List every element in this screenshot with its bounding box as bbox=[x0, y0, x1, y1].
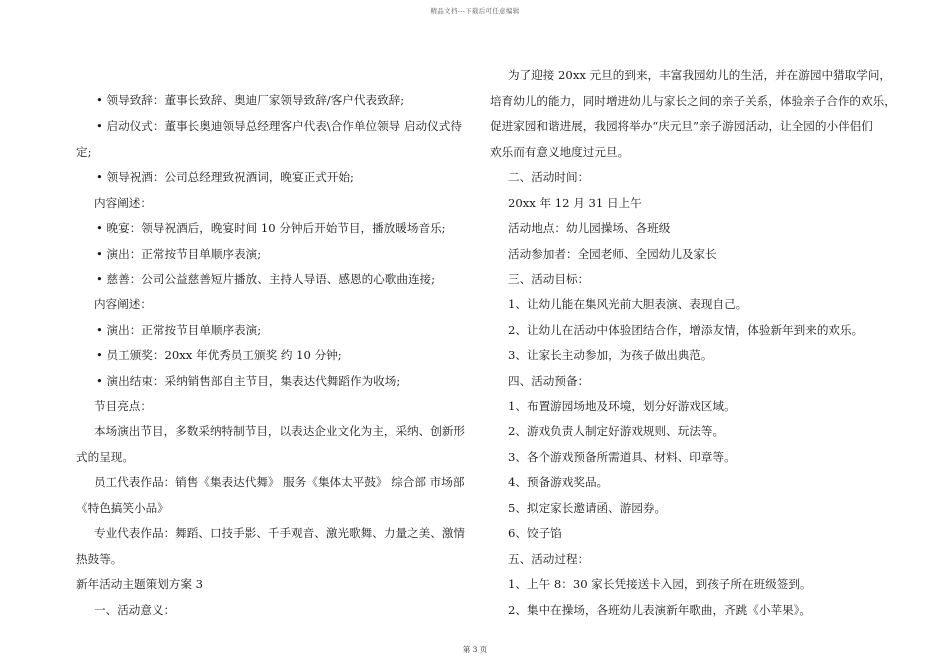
text-line: • 领导祝酒：公司总经理致祝酒词，晚宴正式开始; bbox=[96, 170, 354, 184]
text-line: • 演出结束：采纳销售部自主节目，集表达代舞蹈作为收场; bbox=[96, 374, 401, 388]
text-line: 1、布置游园场地及环境，划分好游戏区域。 bbox=[508, 399, 736, 413]
text-line: 定; bbox=[76, 145, 92, 159]
text-line: 2、集中在操场，各班幼儿表演新年歌曲，齐跳《小苹果》。 bbox=[508, 603, 812, 617]
text-line: 3、让家长主动参加，为孩子做出典范。 bbox=[508, 348, 713, 362]
text-line: 欢乐而有意义地度过元旦。 bbox=[490, 145, 630, 159]
text-line: 为了迎接 20xx 元旦的到来，丰富我园幼儿的生活，并在游园中猎取学问， bbox=[508, 68, 892, 82]
text-line: 1、上午 8：30 家长凭接送卡入园，到孩子所在班级签到。 bbox=[508, 577, 812, 591]
text-line: 一、活动意义： bbox=[94, 603, 176, 617]
text-line: 内容阐述： bbox=[94, 196, 152, 210]
text-line: 活动地点：幼儿园操场、各班级 bbox=[508, 221, 671, 235]
text-line: 四、活动预备： bbox=[508, 374, 590, 388]
text-line: 三、活动目标： bbox=[508, 272, 590, 286]
text-line: 员工代表作品：销售《集表达代舞》 服务《集体太平鼓》 综合部 市场部 bbox=[94, 475, 465, 489]
text-line: • 演出：正常按节目单顺序表演; bbox=[96, 247, 262, 261]
text-line: 热鼓等。 bbox=[76, 552, 123, 566]
page-header: 精品文档---下载后可任意编辑 bbox=[430, 7, 520, 15]
section-title: 新年活动主题策划方案 3 bbox=[76, 577, 203, 591]
text-line: 3、各个游戏预备所需道具、材料、印章等。 bbox=[508, 450, 736, 464]
text-line: • 员工颁奖：20xx 年优秀员工颁奖 约 10 分钟; bbox=[96, 348, 342, 362]
text-line: • 慈善：公司公益慈善短片播放、主持人导语、感恩的心歌曲连接; bbox=[96, 272, 436, 286]
text-line: 2、游戏负责人制定好游戏规则、玩法等。 bbox=[508, 424, 725, 438]
text-line: 《特色搞笑小品》 bbox=[76, 501, 169, 515]
text-line: 五、活动过程： bbox=[508, 552, 590, 566]
text-line: • 晚宴：领导祝酒后，晚宴时间 10 分钟后开始节目，播放暖场音乐; bbox=[96, 221, 446, 235]
page-number: 第 3 页 bbox=[462, 645, 488, 654]
text-line: 4、预备游戏奖品。 bbox=[508, 475, 609, 489]
text-line: 培育幼儿的能力，同时增进幼儿与家长之间的亲子关系，体验亲子合作的欢乐， bbox=[490, 94, 896, 108]
text-line: 二、活动时间： bbox=[508, 170, 590, 184]
text-line: 内容阐述： bbox=[94, 297, 152, 311]
text-line: • 演出：正常按节目单顺序表演; bbox=[96, 323, 262, 337]
text-line: • 领导致辞：董事长致辞、奥迪厂家领导致辞/客户代表致辞; bbox=[96, 93, 405, 107]
text-line: 式的呈现。 bbox=[76, 450, 134, 464]
text-line: 专业代表作品：舞蹈、口技手影、千手观音、激光歌舞、力量之美、激情 bbox=[94, 526, 466, 540]
text-line: 节目亮点： bbox=[94, 399, 152, 413]
text-line: 促进家园和谐进展，我园将举办“庆元旦”亲子游园活动，让全园的小伴侣们 bbox=[490, 119, 873, 133]
text-line: 活动参加者：全园老师、全园幼儿及家长 bbox=[508, 247, 717, 261]
text-line: 2、让幼儿在活动中体验团结合作，增添友情，体验新年到来的欢乐。 bbox=[508, 323, 864, 337]
text-line: 5、拟定家长邀请函、游园券。 bbox=[508, 501, 667, 515]
text-line: 6、饺子馅 bbox=[508, 526, 562, 540]
text-line: 1、让幼儿能在集风光前大胆表演、表现自己。 bbox=[508, 297, 748, 311]
text-line: 本场演出节目，多数采纳特制节目，以表达企业文化为主，采纳、创新形 bbox=[94, 424, 466, 438]
text-line: • 启动仪式：董事长奥迪领导总经理客户代表\合作单位领导 启动仪式待 bbox=[96, 119, 462, 133]
text-line: 20xx 年 12 月 31 日上午 bbox=[508, 196, 642, 210]
